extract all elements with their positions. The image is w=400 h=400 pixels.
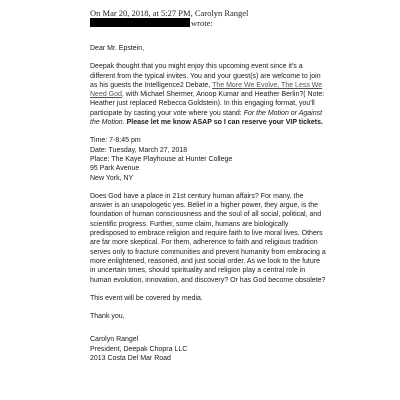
intro-text-2: , with Michael Shermer, Anoop Kumar and Heather Berlin?( Note: Heather just replaced Rebecca Goldstein). In this engaging format, you'll participate by casting your vote where you stand: <box>90 91 325 117</box>
signature-address: 2013 Costa Del Mar Road <box>90 355 171 363</box>
wrote-label: wrote: <box>191 18 213 28</box>
event-city: New York, NY <box>90 174 134 182</box>
closing: Thank you, <box>90 313 125 321</box>
event-place: Place: The Kaye Playhouse at Hunter College <box>90 155 233 163</box>
redaction-bar <box>90 18 190 27</box>
event-description: Does God have a place in 21st century human affairs? For many, the answer is an unapologetic yes. Belief in a higher power, they argue, is the foundation of human consciousness and the soul of all social, political, and scientific progress. Further, some claim, humans are biologically predisposed to embrace religion and require faith to live moral lives. Others are far more skeptical. For them, adherence to faith and religious tradition serves only to fracture communities and prevent humanity from embracing a more enlightened, reasoned, and just social order. As we look to the future in uncertain times, should spirituality and religion play a central role in human evolution, innovation, and discovery? Or has God become obsolete? <box>90 192 326 284</box>
intro-paragraph <box>90 62 326 127</box>
signature-block <box>90 335 326 363</box>
debate-link[interactable]: The More We Evolve, The Less We Need God <box>90 81 323 99</box>
email-body <box>90 44 326 372</box>
greeting: Dear Mr. Epstein, <box>90 45 145 52</box>
intro-text-1: Deepak thought that you might enjoy this upcoming event since it's a different from the typical invites. You and your guest(s) are welcome to join as his guests the Intelligence2 Debate, <box>90 63 321 89</box>
event-date: Date: Tuesday, March 27, 2018 <box>90 146 188 154</box>
event-details <box>90 136 326 182</box>
event-street: 95 Park Avenue <box>90 165 140 173</box>
signature-name: Carolyn Rangel <box>90 336 139 344</box>
event-time: Time: 7-8:45 pm <box>90 137 141 145</box>
rsvp-request: Please let me know ASAP so I can reserve your VIP tickets. <box>126 119 323 127</box>
email-sent-line: On Mar 20, 2018, at 5:27 PM, Carolyn Rangel <box>90 8 249 18</box>
vote-options: For the Motion or Against the Motion <box>90 109 323 127</box>
email-wrote-line <box>90 18 213 28</box>
intro-text-3: . <box>122 119 127 127</box>
media-note: This event will be covered by media. <box>90 294 203 302</box>
signature-title: President, Deepak Chopra LLC <box>90 345 188 353</box>
